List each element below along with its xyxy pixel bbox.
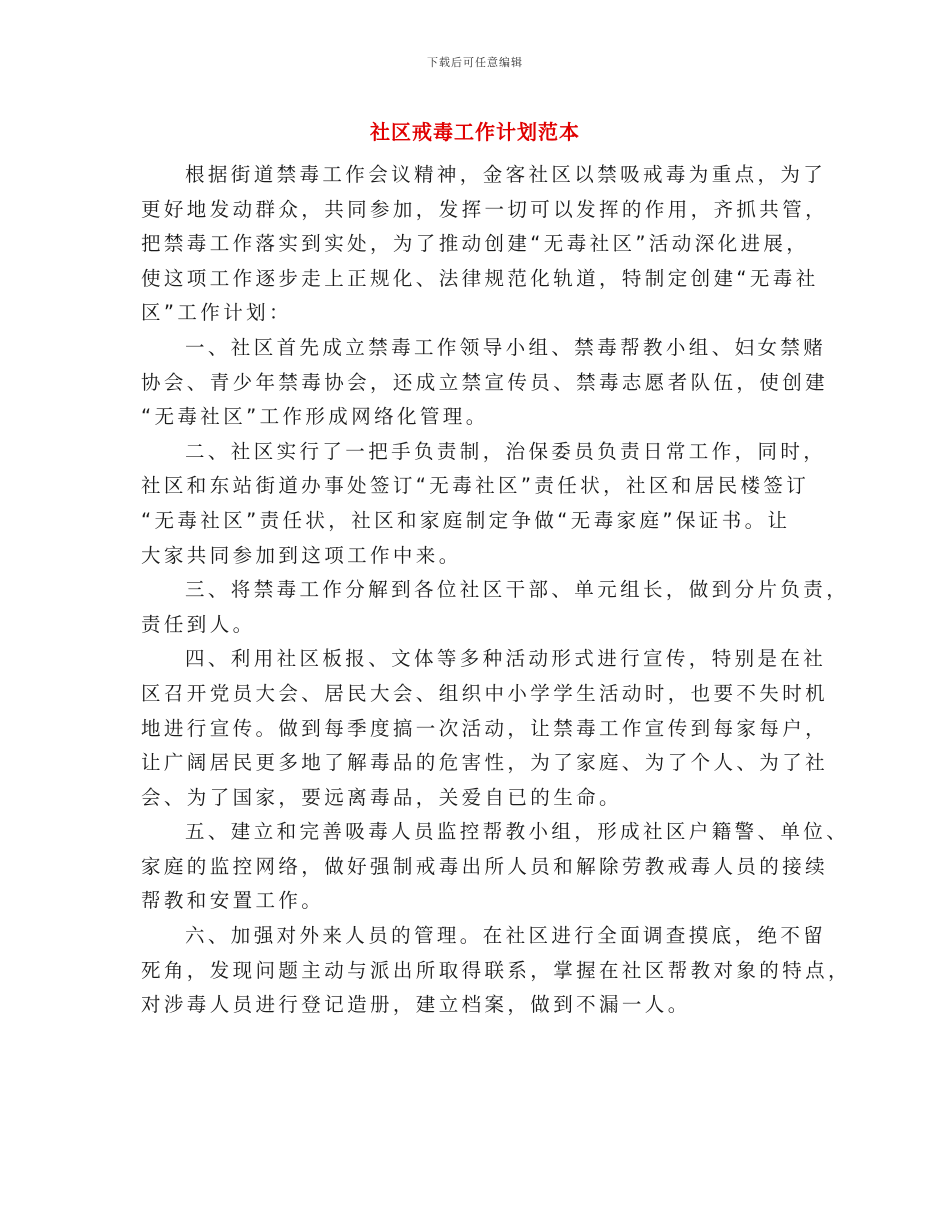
- text-line: 二、社区实行了一把手负责制，治保委员负责日常工作，同时，: [185, 439, 827, 463]
- header-note: 下载后可任意编辑: [427, 56, 523, 69]
- text-line: 死角，发现问题主动与派出所取得联系，掌握在社区帮教对象的特点，: [141, 958, 851, 982]
- text-line: 五、建立和完善吸毒人员监控帮教小组，形成社区户籍警、单位、: [185, 820, 850, 844]
- text-line: 六、加强对外来人员的管理。在社区进行全面调查摸底，绝不留: [185, 924, 827, 948]
- text-line: 会、为了国家，要远离毒品，关爱自已的生命。: [141, 785, 622, 809]
- paragraph-item-5: [141, 815, 850, 919]
- text-line: 社区和东站街道办事处签订“无毒社区”责任状，社区和居民楼签订: [141, 474, 810, 498]
- text-line: “无毒社区”责任状，社区和家庭制定争做“无毒家庭”保证书。让: [141, 508, 791, 532]
- text-line: 让广阔居民更多地了解毒品的危害性，为了家庭、为了个人、为了社: [141, 751, 829, 775]
- text-line: “无毒社区”工作形成网络化管理。: [141, 405, 489, 429]
- text-line: 四、利用社区板报、文体等多种活动形式进行宣传，特别是在社: [185, 647, 827, 671]
- text-line: 区召开党员大会、居民大会、组织中小学学生活动时，也要不失时机: [141, 681, 829, 705]
- text-line: 地进行宣传。做到每季度搞一次活动，让禁毒工作宣传到每家每户，: [141, 716, 829, 740]
- text-line: 对涉毒人员进行登记造册，建立档案，做到不漏一人。: [141, 993, 691, 1017]
- text-line: 使这项工作逐步走上正规化、法律规范化轨道，特制定创建“无毒社: [141, 266, 819, 290]
- paragraph-item-3: [141, 573, 850, 642]
- document-body: [141, 158, 851, 1023]
- text-line: 家庭的监控网络，做好强制戒毒出所人员和解除劳教戒毒人员的接续: [141, 854, 829, 878]
- document-title: 社区戒毒工作计划范本: [370, 120, 580, 144]
- text-line: 三、将禁毒工作分解到各位社区干部、单元组长，做到分片负责，: [185, 578, 850, 602]
- text-line: 把禁毒工作落实到实处，为了推动创建“无毒社区”活动深化进展，: [141, 232, 810, 256]
- paragraph-item-1: [141, 331, 829, 435]
- text-line: 区”工作计划：: [141, 301, 292, 325]
- paragraph-intro: [141, 158, 829, 331]
- paragraph-item-4: [141, 642, 829, 815]
- paragraph-item-6: [141, 919, 851, 1023]
- paragraph-item-2: [141, 435, 827, 573]
- text-line: 协会、青少年禁毒协会，还成立禁宣传员、禁毒志愿者队伍，使创建: [141, 370, 829, 394]
- text-line: 更好地发动群众，共同参加，发挥一切可以发挥的作用，齐抓共管，: [141, 197, 829, 221]
- text-line: 责任到人。: [141, 612, 256, 636]
- text-line: 根据街道禁毒工作会议精神，金客社区以禁吸戒毒为重点，为了: [185, 163, 827, 186]
- text-line: 大家共同参加到这项工作中来。: [141, 543, 462, 567]
- text-line: 帮教和安置工作。: [141, 889, 325, 913]
- text-line: 一、社区首先成立禁毒工作领导小组、禁毒帮教小组、妇女禁赌: [185, 335, 827, 359]
